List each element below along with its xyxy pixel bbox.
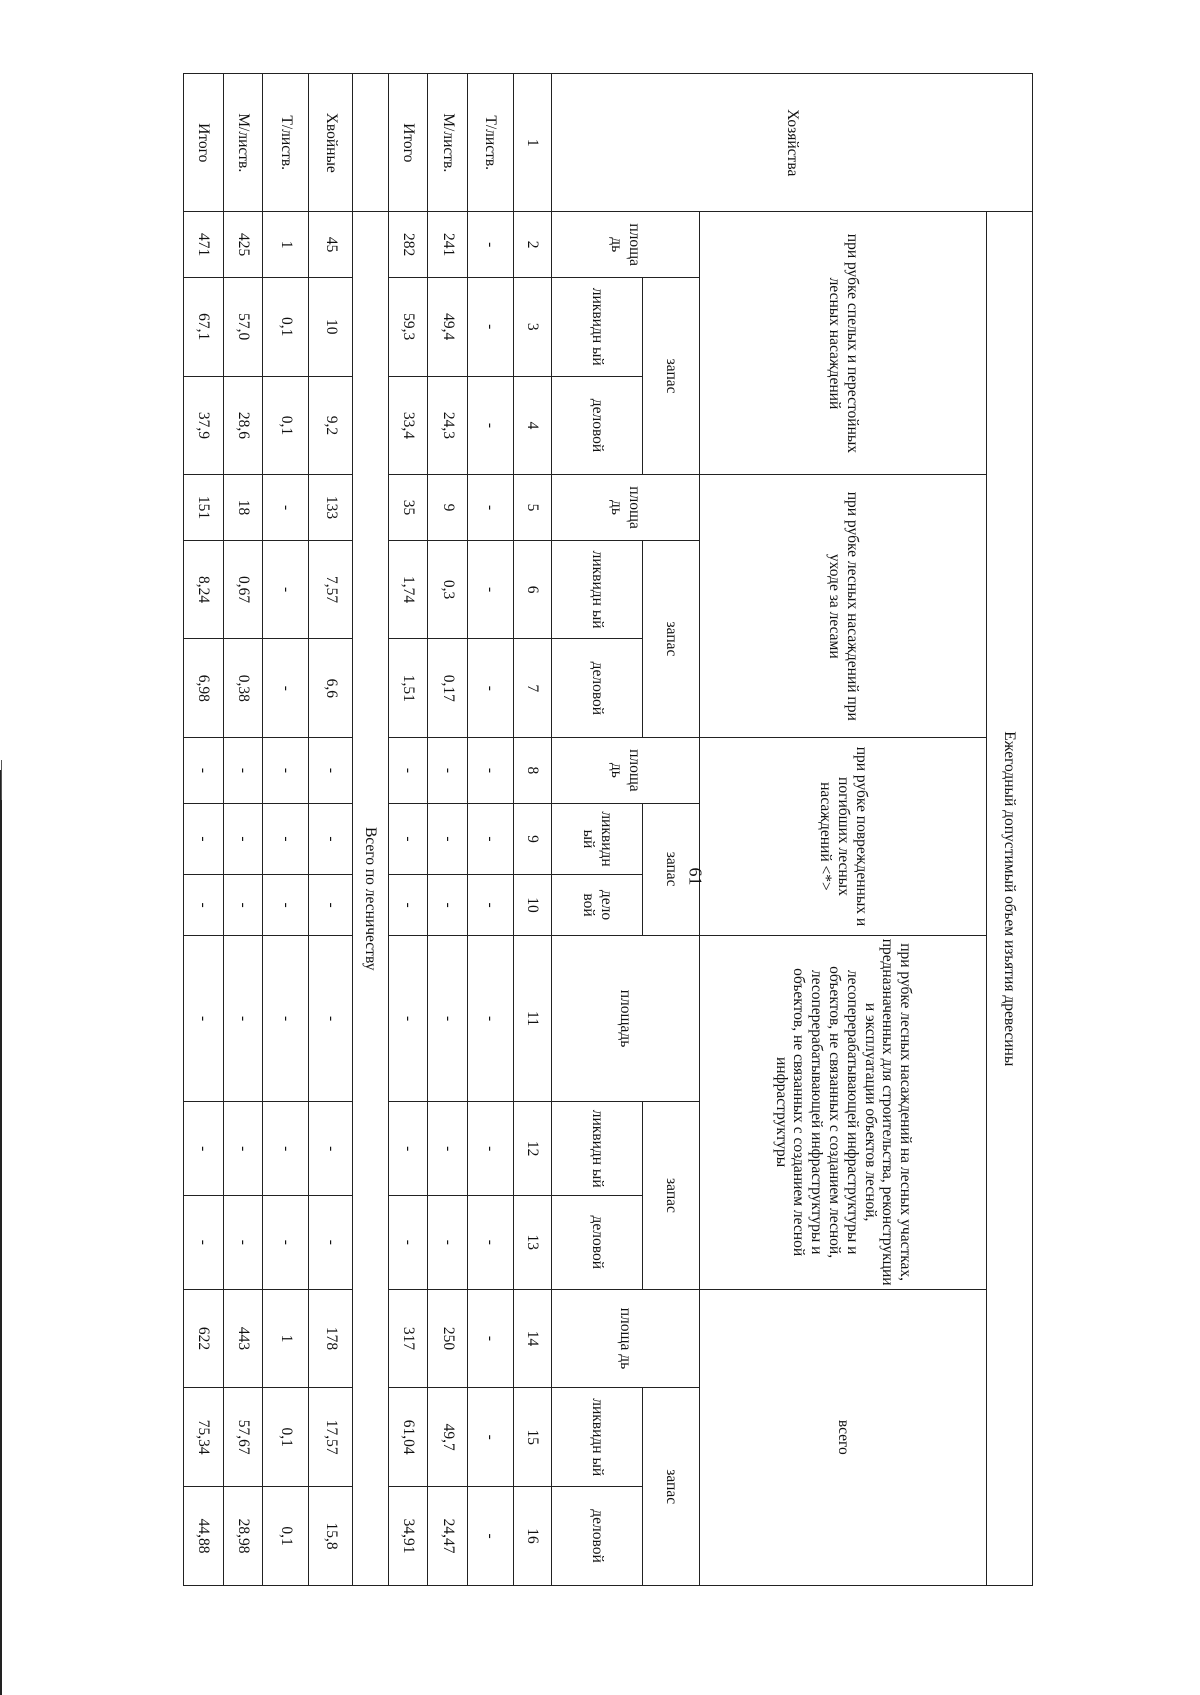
col-num: 14 (514, 1289, 552, 1388)
column-number-row (514, 74, 552, 1586)
cell: - (428, 875, 468, 935)
cell: - (468, 803, 514, 875)
table-row (309, 74, 353, 1586)
table-row (263, 74, 309, 1586)
col-num: 6 (514, 540, 552, 639)
header-stock: запас (643, 1388, 699, 1586)
col-num: 9 (514, 803, 552, 875)
cell: 1 (263, 212, 309, 277)
header-stock: запас (643, 277, 699, 474)
cell: 151 (184, 475, 224, 540)
cell: 425 (223, 212, 263, 277)
cell: - (468, 277, 514, 376)
header-area: площа дь (551, 212, 699, 277)
table-row (184, 74, 224, 1586)
cell: 6,98 (184, 639, 224, 738)
cell: 0,17 (428, 639, 468, 738)
cell: - (468, 540, 514, 639)
cell: - (263, 875, 309, 935)
cell: - (428, 803, 468, 875)
header-hozyaystva: Хозяйства (551, 74, 1032, 212)
cell: 67,1 (184, 277, 224, 376)
cell: - (309, 1102, 353, 1196)
cell: 24,3 (428, 376, 468, 475)
cell: - (184, 738, 224, 803)
cell: - (468, 475, 514, 540)
header-group-mature: при рубке спелых и перестойных лесных насаждений (699, 212, 986, 475)
cell: - (263, 475, 309, 540)
header-group-care: при рубке лесных насаждений при уходе за лесами (699, 475, 986, 738)
cell: 1,51 (388, 639, 428, 738)
cell: 17,57 (309, 1388, 353, 1487)
cell: - (388, 803, 428, 875)
cell: - (388, 935, 428, 1102)
cell: - (223, 738, 263, 803)
cell: 0,1 (263, 1388, 309, 1487)
row-label: Т/листв. (263, 74, 309, 212)
cell: 0,1 (263, 376, 309, 475)
cell: 250 (428, 1289, 468, 1388)
cell: - (263, 1102, 309, 1196)
row-label: М/листв. (223, 74, 263, 212)
cell: - (468, 935, 514, 1102)
cell: 28,6 (223, 376, 263, 475)
header-area: площа дь (551, 1289, 699, 1388)
table-row (223, 74, 263, 1586)
cell: 18 (223, 475, 263, 540)
cell: 34,91 (388, 1487, 428, 1586)
allowable-volume-table (183, 73, 1033, 1586)
cell: 6,6 (309, 639, 353, 738)
header-row-3 (643, 74, 699, 1586)
cell: 178 (309, 1289, 353, 1388)
section-row (353, 74, 389, 1586)
cell: 57,0 (223, 277, 263, 376)
cell: - (263, 935, 309, 1102)
cell: - (263, 803, 309, 875)
cell: 28,98 (223, 1487, 263, 1586)
header-stock: запас (643, 803, 699, 935)
cell: - (468, 1487, 514, 1586)
cell: 57,67 (223, 1388, 263, 1487)
col-num: 16 (514, 1487, 552, 1586)
cell: 24,47 (428, 1487, 468, 1586)
cell: 49,7 (428, 1388, 468, 1487)
cell: 282 (388, 212, 428, 277)
cell: 443 (223, 1289, 263, 1388)
header-liquid: ликвидн ый (551, 277, 643, 376)
cell: 0,67 (223, 540, 263, 639)
cell: 10 (309, 277, 353, 376)
header-liquid: ликвидн ый (551, 540, 643, 639)
row-label: Итого (388, 74, 428, 212)
header-stock: запас (643, 1102, 699, 1289)
cell: - (223, 935, 263, 1102)
header-business: дело вой (551, 875, 643, 935)
scan-edge-line (0, 770, 2, 1695)
page-number: 61 (685, 867, 706, 886)
header-liquid: ликвидн ый (551, 1388, 643, 1487)
cell: - (428, 935, 468, 1102)
header-group-construction: при рубке лесных насаждений на лесных участках, предназначенных для строительства, реконструкции и эксплуатации объектов лесной, лесоперерабатывающей инфраструктуры и объектов, не связанных с созданием лесной, лесоперерабатывающей инфраструктуры и объектов, не связанных с созданием лесной инфраструктуры (699, 935, 986, 1289)
cell: - (309, 935, 353, 1102)
col-num: 10 (514, 875, 552, 935)
col-num: 7 (514, 639, 552, 738)
col-num: 3 (514, 277, 552, 376)
row-label: Т/листв. (468, 74, 514, 212)
cell: 8,24 (184, 540, 224, 639)
cell: 59,3 (388, 277, 428, 376)
cell: - (468, 1289, 514, 1388)
cell: - (468, 738, 514, 803)
header-group-total: всего (699, 1289, 986, 1585)
cell: 622 (184, 1289, 224, 1388)
cell: - (184, 875, 224, 935)
col-num: 8 (514, 738, 552, 803)
col-num: 2 (514, 212, 552, 277)
cell: - (388, 1195, 428, 1289)
cell: - (468, 1195, 514, 1289)
cell: 75,34 (184, 1388, 224, 1487)
cell: 0,1 (263, 277, 309, 376)
cell: - (263, 1195, 309, 1289)
cell: - (468, 376, 514, 475)
cell: - (428, 1102, 468, 1196)
cell: 0,38 (223, 639, 263, 738)
cell: 9,2 (309, 376, 353, 475)
col-num: 4 (514, 376, 552, 475)
cell: 44,88 (184, 1487, 224, 1586)
header-liquid: ликвидн ый (551, 1102, 643, 1196)
cell: 317 (388, 1289, 428, 1388)
cell: - (388, 1102, 428, 1196)
cell: 49,4 (428, 277, 468, 376)
section-empty (353, 74, 389, 212)
cell: 241 (428, 212, 468, 277)
table-row (388, 74, 428, 1586)
header-area: площа дь (551, 475, 699, 540)
cell: - (309, 803, 353, 875)
cell: - (263, 540, 309, 639)
cell: - (184, 935, 224, 1102)
col-num: 12 (514, 1102, 552, 1196)
header-business: деловой (551, 1195, 643, 1289)
cell: - (184, 1102, 224, 1196)
cell: - (388, 738, 428, 803)
cell: 61,04 (388, 1388, 428, 1487)
header-row-1 (987, 74, 1033, 1586)
cell: - (263, 639, 309, 738)
cell: - (309, 875, 353, 935)
col-num: 15 (514, 1388, 552, 1487)
cell: - (428, 738, 468, 803)
section-title: Всего по лесничеству (353, 212, 389, 1586)
cell: - (468, 1102, 514, 1196)
cell: 0,1 (263, 1487, 309, 1586)
rotated-table-container (183, 73, 1033, 1586)
cell: 471 (184, 212, 224, 277)
cell: - (223, 1102, 263, 1196)
header-main: Ежегодный допустимый объем изъятия древесины (987, 212, 1033, 1586)
cell: 37,9 (184, 376, 224, 475)
col-num: 11 (514, 935, 552, 1102)
cell: - (184, 1195, 224, 1289)
cell: - (309, 738, 353, 803)
scan-edge-mark (1, 760, 2, 800)
cell: - (428, 1195, 468, 1289)
cell: - (309, 1195, 353, 1289)
col-num: 13 (514, 1195, 552, 1289)
header-stock: запас (643, 540, 699, 737)
row-label: Итого (184, 74, 224, 212)
cell: 33,4 (388, 376, 428, 475)
cell: - (388, 875, 428, 935)
cell: - (263, 738, 309, 803)
table-row (428, 74, 468, 1586)
cell: 133 (309, 475, 353, 540)
cell: - (223, 875, 263, 935)
row-label: Хвойные (309, 74, 353, 212)
cell: - (223, 803, 263, 875)
header-business: деловой (551, 1487, 643, 1586)
cell: - (468, 875, 514, 935)
cell: 1 (263, 1289, 309, 1388)
cell: - (184, 803, 224, 875)
row-label: М/листв. (428, 74, 468, 212)
header-group-damaged: при рубке поврежденных и погибших лесных насаждений <*> (699, 738, 986, 935)
cell: - (468, 1388, 514, 1487)
cell: - (468, 212, 514, 277)
header-area: площадь (551, 935, 699, 1102)
cell: - (223, 1195, 263, 1289)
col-num: 1 (514, 74, 552, 212)
cell: 0,3 (428, 540, 468, 639)
cell: 7,57 (309, 540, 353, 639)
header-area: площа дь (551, 738, 699, 803)
header-row-2 (699, 74, 986, 1586)
cell: 45 (309, 212, 353, 277)
cell: 1,74 (388, 540, 428, 639)
cell: 35 (388, 475, 428, 540)
header-business: деловой (551, 376, 643, 475)
table-row (468, 74, 514, 1586)
header-liquid: ликвидн ый (551, 803, 643, 875)
cell: 9 (428, 475, 468, 540)
header-business: деловой (551, 639, 643, 738)
cell: 15,8 (309, 1487, 353, 1586)
col-num: 5 (514, 475, 552, 540)
cell: - (468, 639, 514, 738)
table-rotator (183, 73, 1033, 1586)
